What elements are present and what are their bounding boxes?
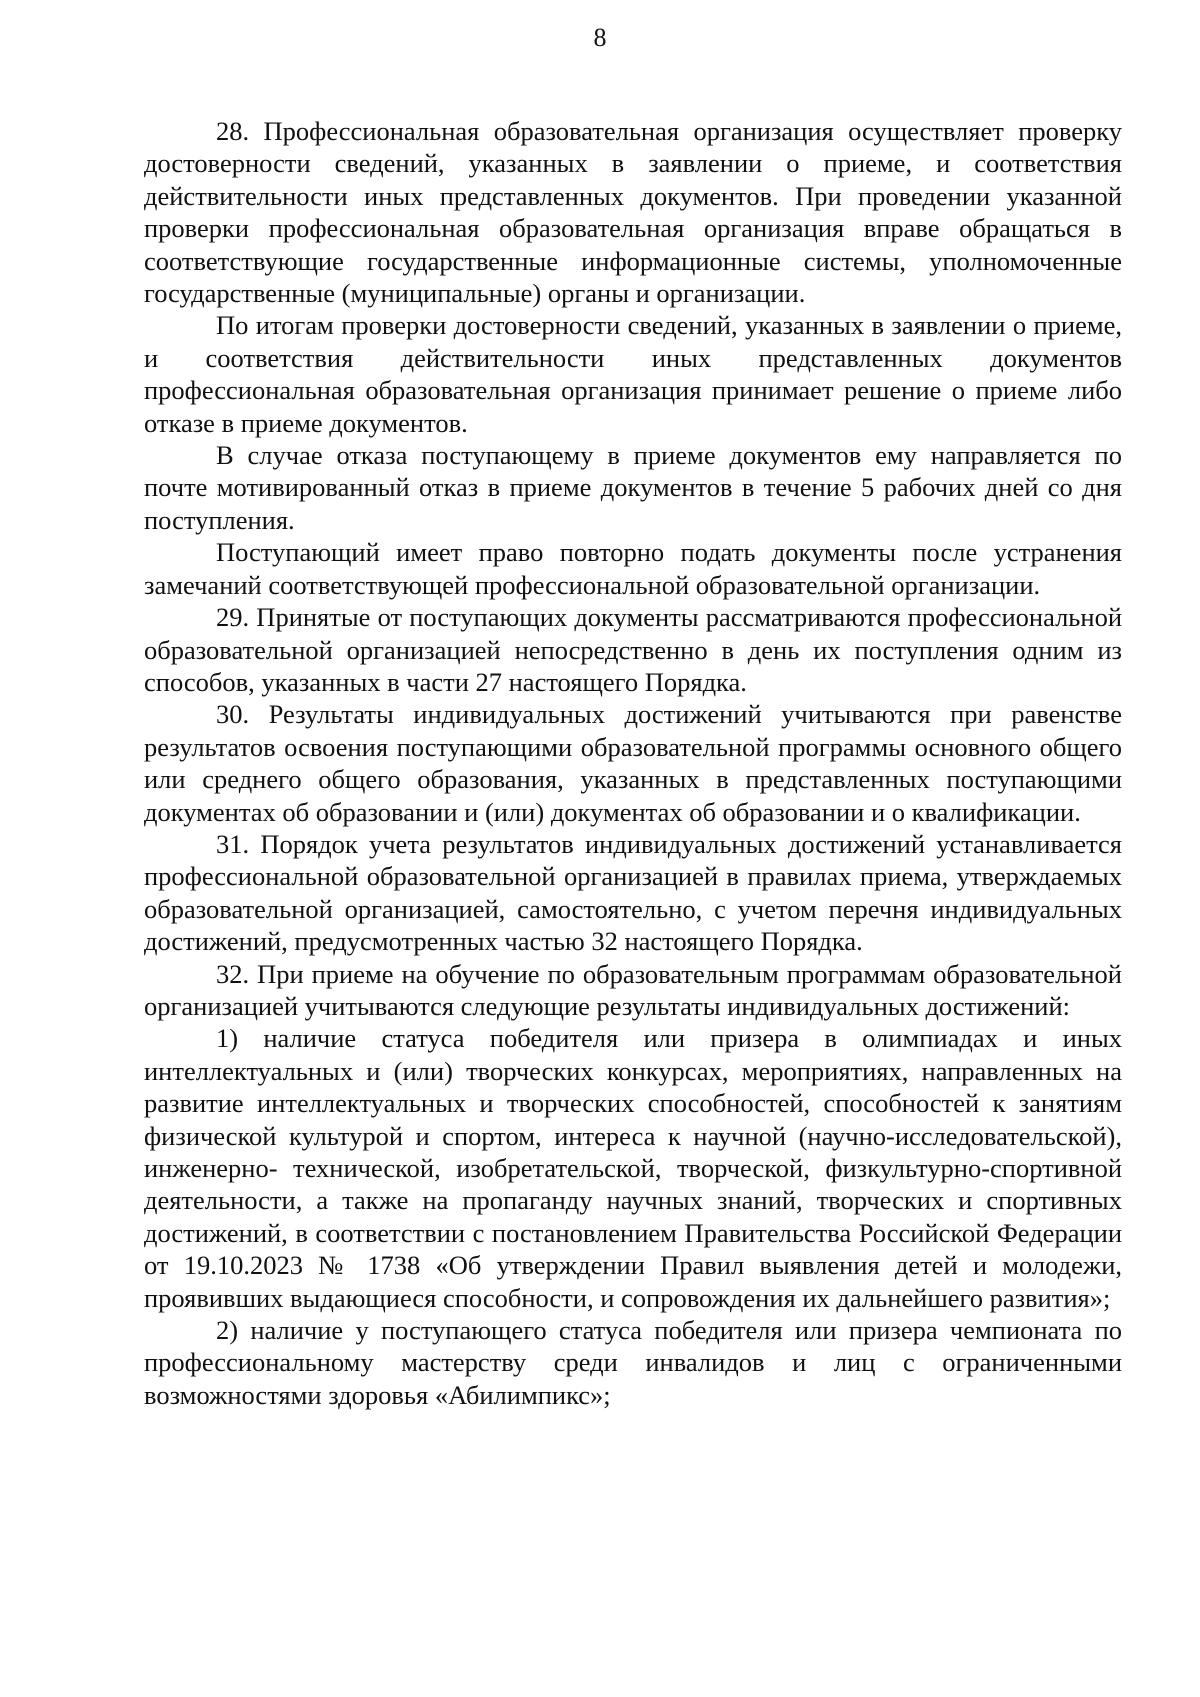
paragraph-28-refusal: В случае отказа поступающему в приеме документов ему направляется по почте мотивированный отказ в приеме документов в течение 5 рабочих дней со дня поступления. xyxy=(144,440,1122,535)
paragraph-28: 28. Профессиональная образовательная организация осуществляет проверку достоверности сведений, указанных в заявлении о приеме, и соответствия действительности иных представленных документов. При проведении указанной проверки профессиональная образовательная организация вправе обращаться в соответствующие государственные информационные системы, уполномоченные государственные (муниципальные) органы и организации. xyxy=(144,116,1122,309)
document-body xyxy=(144,115,1122,1411)
page-number: 8 xyxy=(593,23,607,52)
paragraph-29: 29. Принятые от поступающих документы рассматриваются профессиональной образовательной организацией непосредственно в день их поступления одним из способов, указанных в части 27 настоящего Порядка. xyxy=(144,602,1122,697)
paragraph-28-results: По итогам проверки достоверности сведений, указанных в заявлении о приеме, и соответствия действительности иных представленных документов профессиональная образовательная организация принимает решение о приеме либо отказе в приеме документов. xyxy=(144,310,1122,438)
paragraph-32: 32. При приеме на обучение по образовательным программам образовательной организацией учитываются следующие результаты индивидуальных достижений: xyxy=(144,958,1122,1021)
list-item-1: 1) наличие статуса победителя или призера в олимпиадах и иных интеллектуальных и (или) творческих конкурсах, мероприятиях, направленных на развитие интеллектуальных и творческих способностей, способностей к занятиям физической культурой и спортом, интереса к научной (научно-исследовательской), инженерно- технической, изобретательской, творческой, физкультурно-спортивной деятельности, а также на пропаганду научных знаний, творческих и спортивных достижений, в соответствии с постановлением Правительства Российской Федерации от 19.10.2023 № 1738 «Об утверждении Правил выявления детей и молодежи, проявивших выдающиеся способности, и сопровождения их дальнейшего развития»; xyxy=(144,1023,1122,1313)
paragraph-28-resubmit: Поступающий имеет право повторно подать документы после устранения замечаний соответствующей профессиональной образовательной организации. xyxy=(144,537,1122,600)
list-item-2: 2) наличие у поступающего статуса победителя или призера чемпионата по профессиональному мастерству среди инвалидов и лиц с ограниченными возможностями здоровья «Абилимпикс»; xyxy=(144,1315,1122,1410)
paragraph-30: 30. Результаты индивидуальных достижений учитываются при равенстве результатов освоения поступающими образовательной программы основного общего или среднего общего образования, указанных в представленных поступающими документах об образовании и (или) документах об образовании и о квалификации. xyxy=(144,699,1122,827)
paragraph-31: 31. Порядок учета результатов индивидуальных достижений устанавливается профессиональной образовательной организацией в правилах приема, утверждаемых образовательной организацией, самостоятельно, с учетом перечня индивидуальных достижений, предусмотренных частью 32 настоящего Порядка. xyxy=(144,828,1122,957)
